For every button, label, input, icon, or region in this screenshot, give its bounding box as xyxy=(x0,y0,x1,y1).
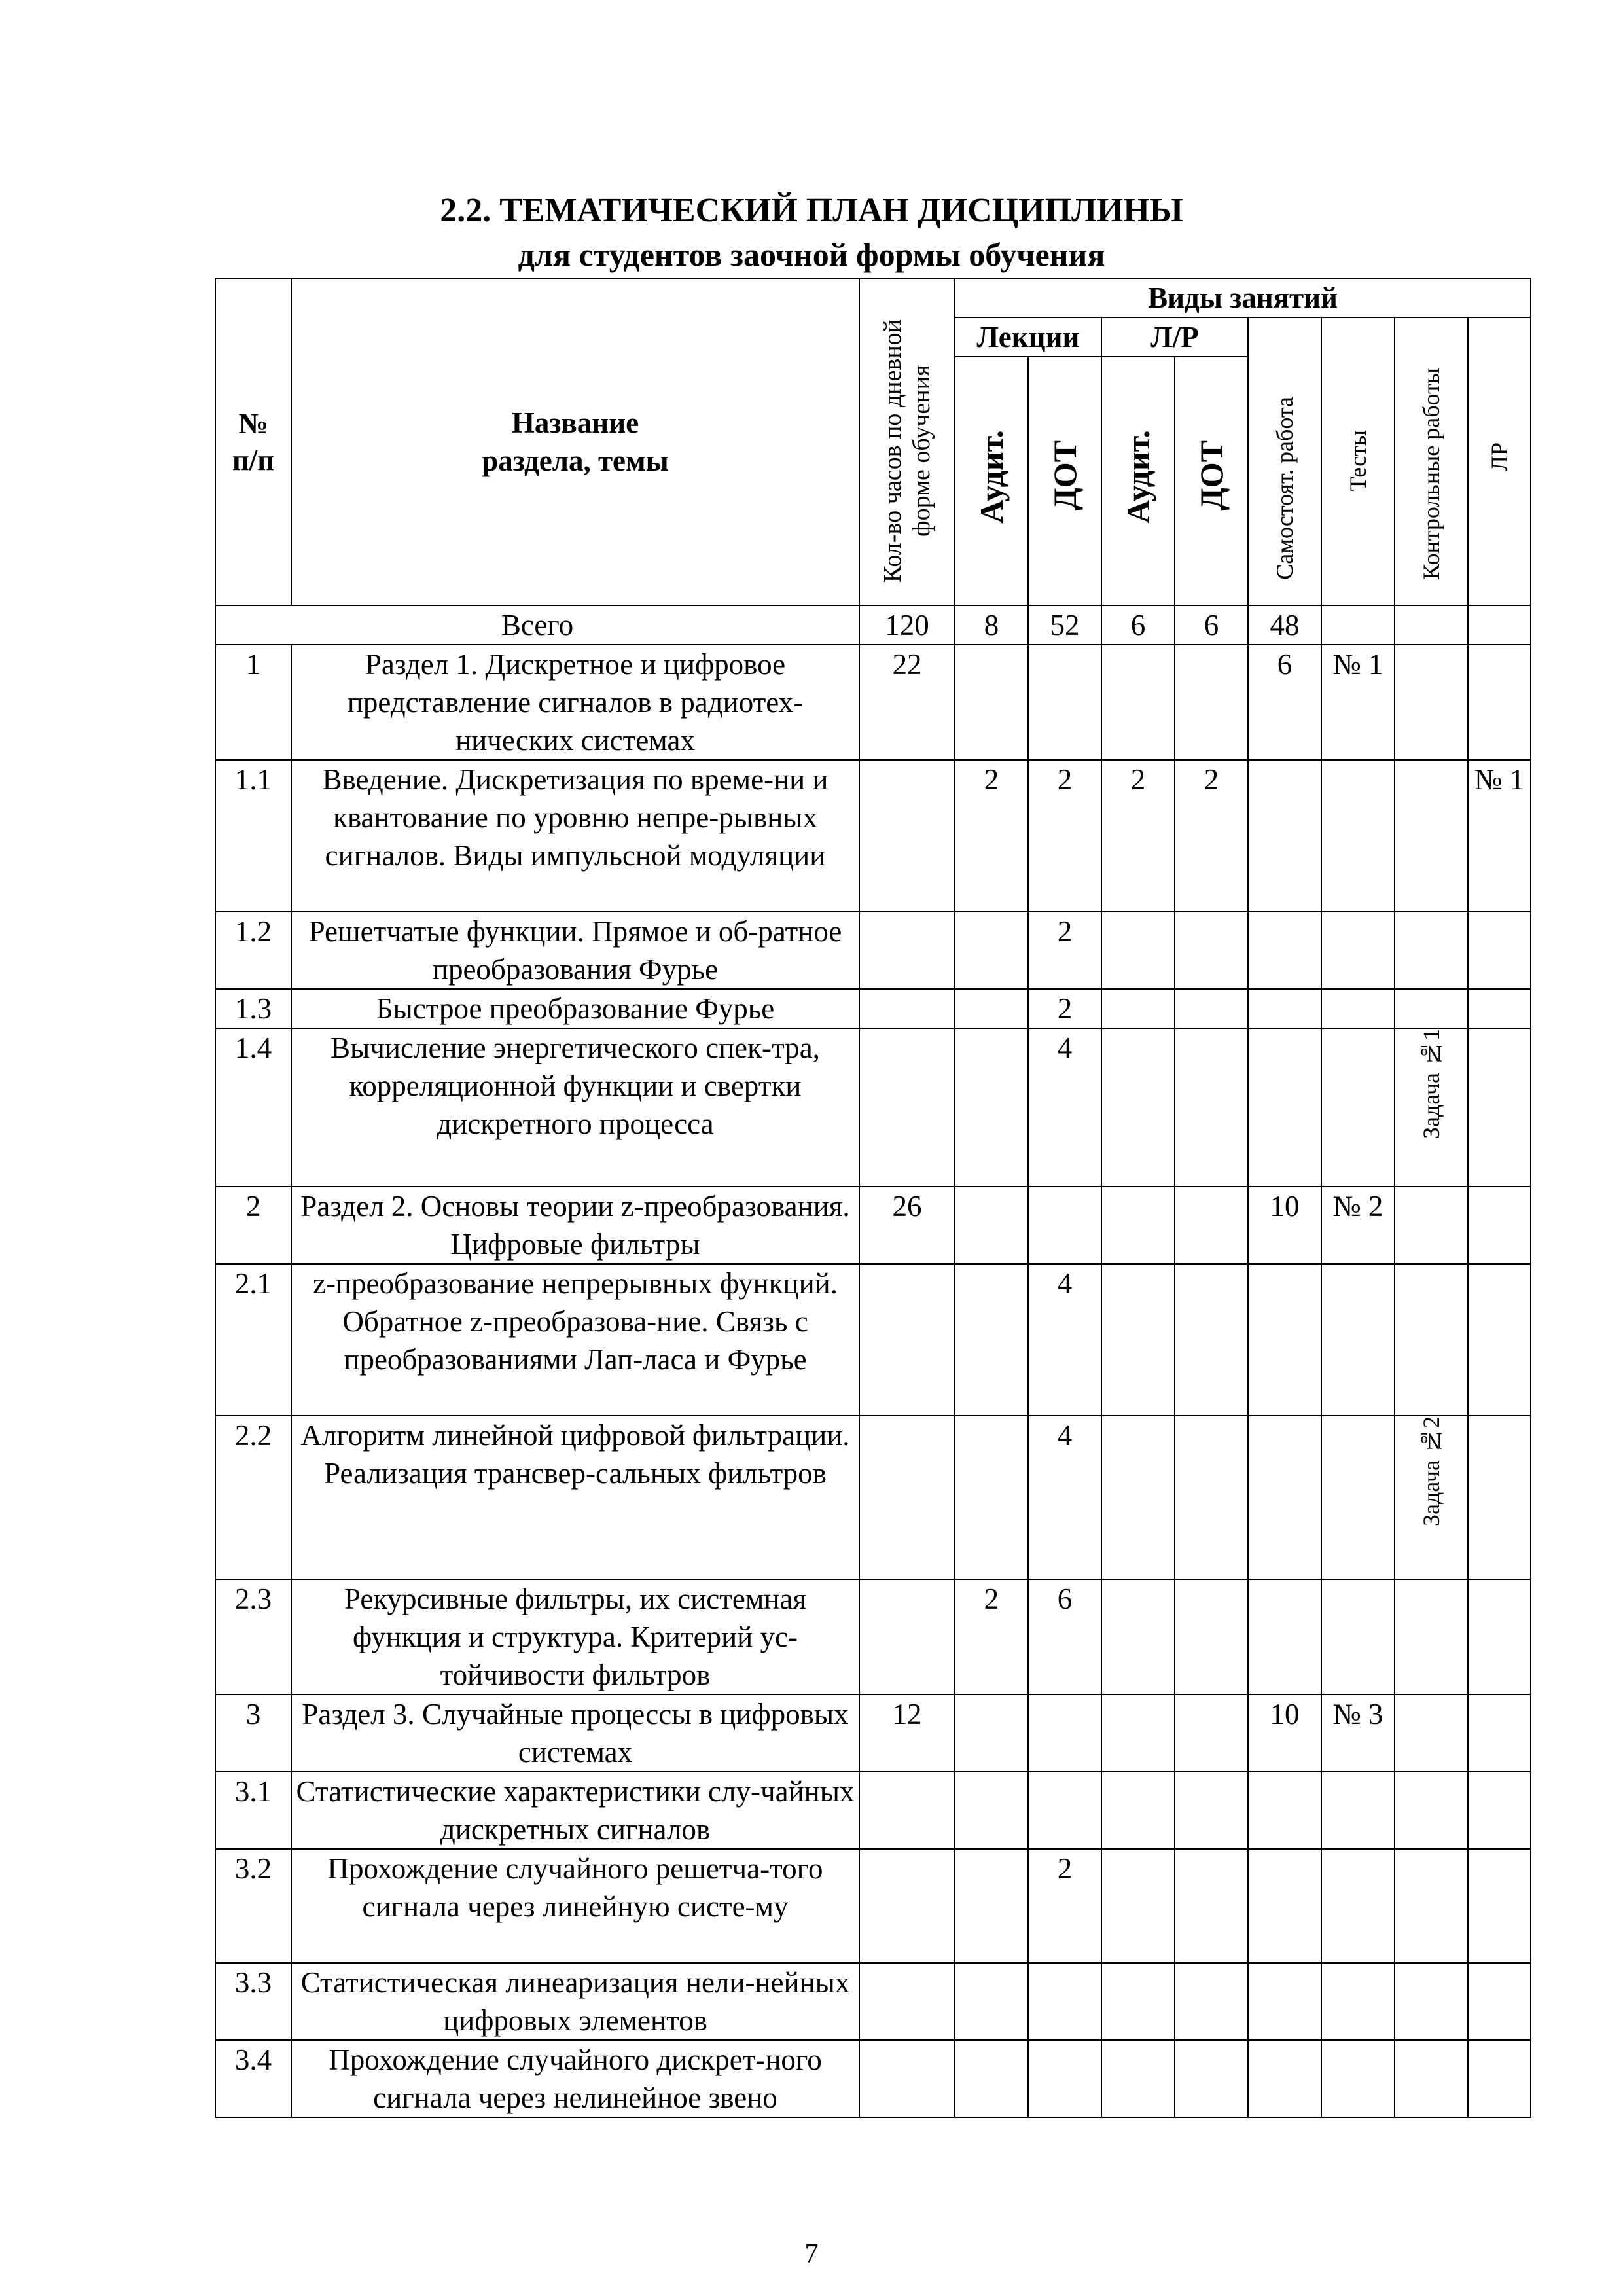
row-lec-dot: 4 xyxy=(1028,1264,1101,1416)
row-num: 2.1 xyxy=(215,1264,291,1416)
row-samost xyxy=(1248,1963,1321,2040)
row-lr-dot xyxy=(1175,989,1248,1028)
row-hours: 22 xyxy=(859,645,955,760)
document-subtitle: для студентов заочной формы обучения xyxy=(518,236,1105,273)
row-name: Вычисление энергетического спек-тра, корреляционной функции и свертки дискретного процесса xyxy=(291,1028,859,1187)
table-row xyxy=(215,1963,1531,2040)
header-num xyxy=(215,278,291,605)
row-tests xyxy=(1321,1772,1395,1849)
row-num: 2.3 xyxy=(215,1579,291,1695)
row-control xyxy=(1395,1963,1468,2040)
header-lr-dot-text: ДОТ xyxy=(1193,440,1230,511)
table-row xyxy=(215,1187,1531,1264)
total-lec-audit: 8 xyxy=(955,605,1028,645)
row-num: 2.2 xyxy=(215,1416,291,1579)
row-lr-dot xyxy=(1175,912,1248,989)
row-samost xyxy=(1248,1028,1321,1187)
row-tests: № 3 xyxy=(1321,1695,1395,1772)
row-lr-audit xyxy=(1101,1695,1175,1772)
header-hours-line2: форме обучения xyxy=(908,365,935,537)
row-samost xyxy=(1248,1264,1321,1416)
row-lr-audit xyxy=(1101,1963,1175,2040)
header-control-text: Контрольные работы xyxy=(1418,368,1444,580)
row-tests xyxy=(1321,760,1395,912)
row-control xyxy=(1395,912,1468,989)
row-lab xyxy=(1468,989,1531,1028)
row-num: 1.1 xyxy=(215,760,291,912)
row-hours xyxy=(859,760,955,912)
row-tests xyxy=(1321,1963,1395,2040)
row-samost xyxy=(1248,1579,1321,1695)
row-name: Быстрое преобразование Фурье xyxy=(291,989,859,1028)
row-name: Статистическая линеаризация нели-нейных цифровых элементов xyxy=(291,1963,859,2040)
row-name: Статистические характеристики слу-чайных дискретных сигналов xyxy=(291,1772,859,1849)
row-tests xyxy=(1321,912,1395,989)
total-samost: 48 xyxy=(1248,605,1321,645)
row-lr-audit xyxy=(1101,1416,1175,1579)
header-lab-text: ЛР xyxy=(1486,442,1513,471)
row-num: 1.4 xyxy=(215,1028,291,1187)
row-num: 3.4 xyxy=(215,2040,291,2117)
row-lr-dot xyxy=(1175,1849,1248,1963)
header-name-line1: Название xyxy=(511,406,639,439)
row-hours xyxy=(859,1579,955,1695)
row-tests: № 2 xyxy=(1321,1187,1395,1264)
row-lab xyxy=(1468,1028,1531,1187)
row-lr-audit xyxy=(1101,2040,1175,2117)
row-num: 3.3 xyxy=(215,1963,291,2040)
row-tests xyxy=(1321,1028,1395,1187)
row-lec-dot: 2 xyxy=(1028,760,1101,912)
header-control xyxy=(1395,317,1468,605)
row-tests xyxy=(1321,989,1395,1028)
row-control xyxy=(1395,1028,1468,1187)
total-lab xyxy=(1468,605,1531,645)
table-row xyxy=(215,1772,1531,1849)
row-lec-audit xyxy=(955,1963,1028,2040)
row-samost xyxy=(1248,760,1321,912)
row-hours xyxy=(859,1028,955,1187)
total-row xyxy=(215,605,1531,645)
row-lab xyxy=(1468,1963,1531,2040)
row-name: Прохождение случайного дискрет-ного сигнала через нелинейное звено xyxy=(291,2040,859,2117)
row-samost xyxy=(1248,912,1321,989)
row-hours xyxy=(859,1264,955,1416)
total-control xyxy=(1395,605,1468,645)
row-name: Алгоритм линейной цифровой фильтрации. Реализация трансвер-сальных фильтров xyxy=(291,1416,859,1579)
row-num: 3 xyxy=(215,1695,291,1772)
row-lec-audit xyxy=(955,2040,1028,2117)
row-lec-audit xyxy=(955,1028,1028,1187)
header-hours xyxy=(859,278,955,605)
total-lr-audit: 6 xyxy=(1101,605,1175,645)
row-lr-audit xyxy=(1101,989,1175,1028)
header-lr-dot xyxy=(1175,357,1248,605)
header-lr: Л/Р xyxy=(1101,317,1248,357)
task-label: Задача №1 xyxy=(1418,1029,1444,1139)
row-tests xyxy=(1321,1264,1395,1416)
row-lr-audit: 2 xyxy=(1101,760,1175,912)
header-samost-text: Самостоят. работа xyxy=(1272,397,1298,580)
row-hours xyxy=(859,912,955,989)
row-samost xyxy=(1248,2040,1321,2117)
total-lec-dot: 52 xyxy=(1028,605,1101,645)
header-tests xyxy=(1321,317,1395,605)
row-lr-dot xyxy=(1175,1028,1248,1187)
header-lec-dot xyxy=(1028,357,1101,605)
row-lr-audit xyxy=(1101,1579,1175,1695)
row-lec-audit xyxy=(955,1695,1028,1772)
row-lec-dot: 4 xyxy=(1028,1028,1101,1187)
row-lec-dot xyxy=(1028,1963,1101,2040)
table-row xyxy=(215,1695,1531,1772)
row-samost: 10 xyxy=(1248,1187,1321,1264)
row-lr-audit xyxy=(1101,1187,1175,1264)
row-hours: 26 xyxy=(859,1187,955,1264)
row-hours xyxy=(859,989,955,1028)
row-control xyxy=(1395,1772,1468,1849)
row-lr-dot xyxy=(1175,1579,1248,1695)
row-lec-dot xyxy=(1028,645,1101,760)
row-control xyxy=(1395,645,1468,760)
row-control xyxy=(1395,1416,1468,1579)
row-name: Раздел 2. Основы теории z-преобразования. Цифровые фильтры xyxy=(291,1187,859,1264)
row-name: z-преобразование непрерывных функций. Обратное z-преобразова-ние. Связь с преобразованиями Лап-ласа и Фурье xyxy=(291,1264,859,1416)
row-lec-dot: 6 xyxy=(1028,1579,1101,1695)
row-lec-dot xyxy=(1028,2040,1101,2117)
header-lab xyxy=(1468,317,1531,605)
row-lec-audit xyxy=(955,1187,1028,1264)
row-control xyxy=(1395,1264,1468,1416)
row-lec-dot: 2 xyxy=(1028,1849,1101,1963)
row-lr-dot xyxy=(1175,1187,1248,1264)
row-lab xyxy=(1468,645,1531,760)
row-lec-audit xyxy=(955,1416,1028,1579)
row-control xyxy=(1395,2040,1468,2117)
row-lec-audit: 2 xyxy=(955,1579,1028,1695)
row-tests xyxy=(1321,1416,1395,1579)
header-hours-text xyxy=(878,319,936,583)
row-lec-dot: 2 xyxy=(1028,989,1101,1028)
row-lec-audit: 2 xyxy=(955,760,1028,912)
row-lr-dot xyxy=(1175,1963,1248,2040)
row-hours xyxy=(859,1963,955,2040)
row-name: Рекурсивные фильтры, их системная функция и структура. Критерий ус-тойчивости фильтров xyxy=(291,1579,859,1695)
header-lr-audit xyxy=(1101,357,1175,605)
table-row xyxy=(215,1579,1531,1695)
row-lec-dot xyxy=(1028,1772,1101,1849)
row-lab xyxy=(1468,1849,1531,1963)
row-lr-dot: 2 xyxy=(1175,760,1248,912)
row-hours: 12 xyxy=(859,1695,955,1772)
row-lr-audit xyxy=(1101,1849,1175,1963)
row-name: Раздел 1. Дискретное и цифровое представление сигналов в радиотех-нических системах xyxy=(291,645,859,760)
row-tests xyxy=(1321,1579,1395,1695)
row-lec-audit xyxy=(955,1264,1028,1416)
row-hours xyxy=(859,1772,955,1849)
row-lec-audit xyxy=(955,645,1028,760)
total-lr-dot: 6 xyxy=(1175,605,1248,645)
row-control xyxy=(1395,760,1468,912)
total-hours: 120 xyxy=(859,605,955,645)
row-lr-audit xyxy=(1101,912,1175,989)
row-lec-dot xyxy=(1028,1695,1101,1772)
row-lab xyxy=(1468,912,1531,989)
row-lr-audit xyxy=(1101,1772,1175,1849)
header-hours-line1: Кол-во часов по дневной xyxy=(879,319,906,583)
row-lr-dot xyxy=(1175,1416,1248,1579)
thematic-plan-table xyxy=(215,278,1531,2118)
row-lab: № 1 xyxy=(1468,760,1531,912)
row-hours xyxy=(859,1849,955,1963)
row-lab xyxy=(1468,2040,1531,2117)
row-num: 1 xyxy=(215,645,291,760)
row-hours xyxy=(859,2040,955,2117)
header-samost xyxy=(1248,317,1321,605)
header-name-line2: раздела, темы xyxy=(482,444,669,477)
row-lec-dot: 2 xyxy=(1028,912,1101,989)
header-lectures: Лекции xyxy=(955,317,1101,357)
header-lec-dot-text: ДОТ xyxy=(1046,440,1083,511)
row-control xyxy=(1395,1187,1468,1264)
row-lec-audit xyxy=(955,1772,1028,1849)
row-lr-audit xyxy=(1101,645,1175,760)
header-lr-audit-text: Аудит. xyxy=(1120,430,1156,524)
row-tests xyxy=(1321,1849,1395,1963)
row-lab xyxy=(1468,1264,1531,1416)
table-row xyxy=(215,760,1531,912)
row-samost xyxy=(1248,989,1321,1028)
header-lec-audit-text: Аудит. xyxy=(973,430,1010,524)
row-num: 1.3 xyxy=(215,989,291,1028)
row-lr-dot xyxy=(1175,1772,1248,1849)
header-num-text: № п/п xyxy=(232,407,275,476)
row-lr-dot xyxy=(1175,2040,1248,2117)
row-samost xyxy=(1248,1772,1321,1849)
table-row xyxy=(215,2040,1531,2117)
table-row xyxy=(215,1264,1531,1416)
row-samost xyxy=(1248,1416,1321,1579)
row-name: Прохождение случайного решетча-того сигнала через линейную систе-му xyxy=(291,1849,859,1963)
header-lec-audit xyxy=(955,357,1028,605)
row-samost xyxy=(1248,1849,1321,1963)
row-num: 2 xyxy=(215,1187,291,1264)
document-title: 2.2. ТЕМАТИЧЕСКИЙ ПЛАН ДИСЦИПЛИНЫ xyxy=(440,192,1183,229)
row-name: Решетчатые функции. Прямое и об-ратное преобразования Фурье xyxy=(291,912,859,989)
total-label: Всего xyxy=(215,605,859,645)
row-hours xyxy=(859,1416,955,1579)
row-lab xyxy=(1468,1187,1531,1264)
row-lab xyxy=(1468,1579,1531,1695)
row-lr-dot xyxy=(1175,645,1248,760)
row-samost: 10 xyxy=(1248,1695,1321,1772)
row-control xyxy=(1395,1849,1468,1963)
row-lab xyxy=(1468,1695,1531,1772)
row-lab xyxy=(1468,1416,1531,1579)
row-lec-audit xyxy=(955,912,1028,989)
row-lab xyxy=(1468,1772,1531,1849)
row-lr-dot xyxy=(1175,1695,1248,1772)
header-name xyxy=(291,278,859,605)
row-lec-dot: 4 xyxy=(1028,1416,1101,1579)
row-lec-dot xyxy=(1028,1187,1101,1264)
row-control xyxy=(1395,1695,1468,1772)
row-lr-audit xyxy=(1101,1264,1175,1416)
header-kinds: Виды занятий xyxy=(955,278,1531,317)
page-number: 7 xyxy=(804,2239,819,2269)
header-tests-text: Тесты xyxy=(1345,429,1371,491)
row-name: Введение. Дискретизация по време-ни и квантование по уровню непре-рывных сигналов. Виды импульсной модуляции xyxy=(291,760,859,912)
task-label: Задача №2 xyxy=(1418,1416,1444,1526)
row-control xyxy=(1395,989,1468,1028)
table-row xyxy=(215,912,1531,989)
row-lr-dot xyxy=(1175,1264,1248,1416)
row-tests xyxy=(1321,2040,1395,2117)
row-control xyxy=(1395,1579,1468,1695)
table-row xyxy=(215,645,1531,760)
table-row xyxy=(215,989,1531,1028)
row-samost: 6 xyxy=(1248,645,1321,760)
row-num: 3.2 xyxy=(215,1849,291,1963)
row-lec-audit xyxy=(955,989,1028,1028)
table-row xyxy=(215,1849,1531,1963)
row-tests: № 1 xyxy=(1321,645,1395,760)
row-lec-audit xyxy=(955,1849,1028,1963)
table-row xyxy=(215,1416,1531,1579)
total-tests xyxy=(1321,605,1395,645)
row-name: Раздел 3. Случайные процессы в цифровых системах xyxy=(291,1695,859,1772)
row-num: 3.1 xyxy=(215,1772,291,1849)
row-lr-audit xyxy=(1101,1028,1175,1187)
table-row xyxy=(215,1028,1531,1187)
row-num: 1.2 xyxy=(215,912,291,989)
